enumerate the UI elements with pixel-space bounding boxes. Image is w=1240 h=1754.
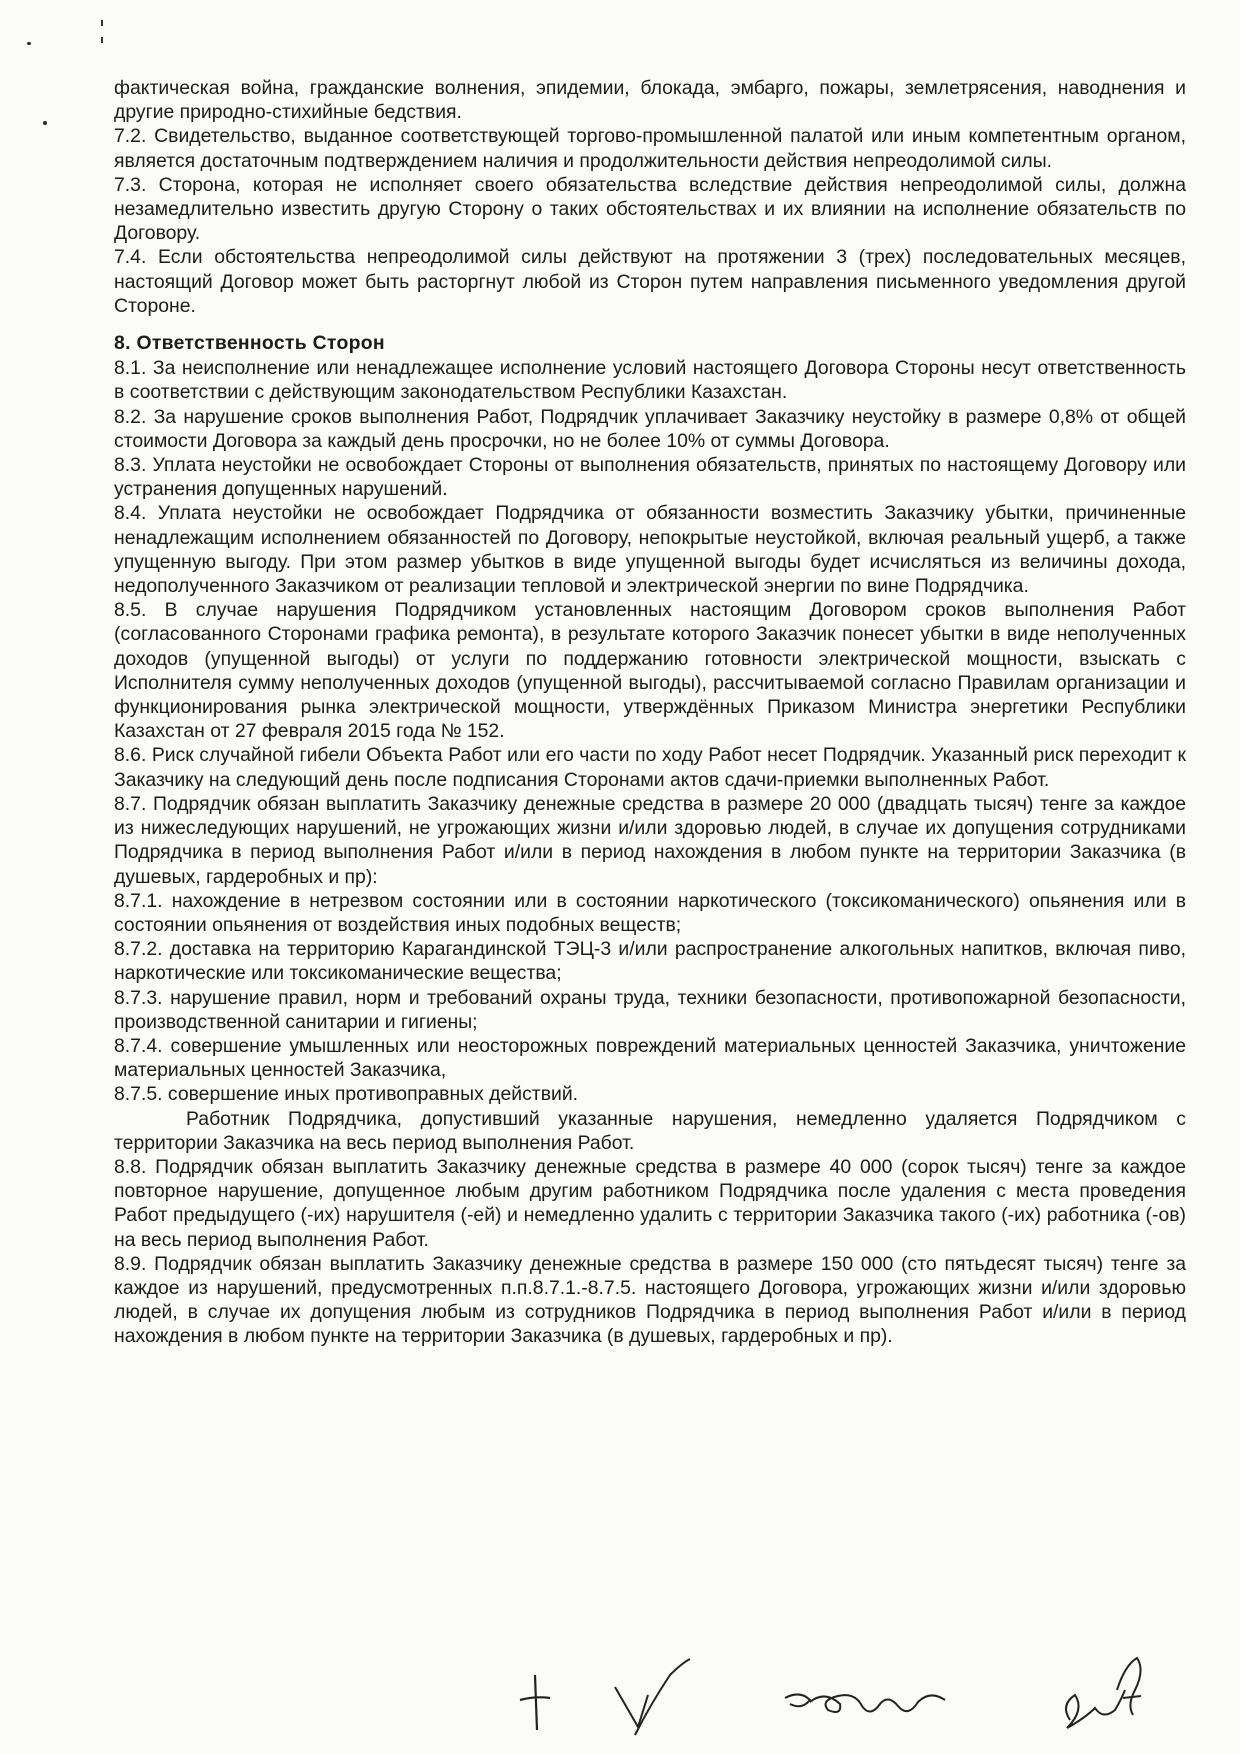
clause-8-9: 8.9. Подрядчик обязан выплатить Заказчику денежные средства в размере 150 000 (сто пятьдесят тысяч) тенге за каждое из нарушений, предусмотренных п.п.8.7.1.-8.7.5. настоящего Договора, угрожающих жизни и/или здоровью людей, в случае их допущения любым из сотрудников Подрядчика в период выполнения Работ и/или в период нахождения в любом пункте на территории Заказчика (в душевых, гардеробных и пр). [114, 1252, 1186, 1348]
clause-8-7-3: 8.7.3. нарушение правил, норм и требований охраны труда, техники безопасности, противопожарной безопасности, производственной санитарии и гигиены; [114, 986, 1186, 1033]
clause-8-5: 8.5. В случае нарушения Подрядчиком установленных настоящим Договором сроков выполнения Работ (согласованного Сторонами графика ремонта), в результате которого Заказчик понесет убытки в виде неполученных доходов (упущенной выгоды) от услуги по поддержанию готовности электрической мощности, взыскать с Исполнителя сумму неполученных доходов (упущенной выгоды), рассчитываемой согласно Правилам организации и функционирования рынка электрической мощности, утверждённых Приказом Министра энергетики Республики Казахстан от 27 февраля 2015 года № 152. [114, 599, 1186, 743]
initial-mark-2 [610, 1655, 700, 1745]
paragraph-force-majeure-list: фактическая война, гражданские волнения, эпидемии, блокада, эмбарго, пожары, землетрясения, наводнения и другие природно-стихийные бедствия. [114, 77, 1186, 124]
clause-8-8: 8.8. Подрядчик обязан выплатить Заказчику денежные средства в размере 40 000 (сорок тысяч) тенге за каждое повторное нарушение, допущенное любым другим работником Подрядчика после удаления с места проведения Работ предыдущего (-их) нарушителя (-ей) и немедленно удалить с территории Заказчика такого (-их) работника (-ов) на весь период выполнения Работ. [114, 1155, 1186, 1251]
clause-7-2: 7.2. Свидетельство, выданное соответствующей торгово-промышленной палатой или иным компетентным органом, является достаточным подтверждением наличия и продолжительности действия непреодолимой силы. [114, 125, 1186, 172]
clause-7-3: 7.3. Сторона, которая не исполняет своего обязательства вследствие действия непреодолимой силы, должна незамедлительно известить другую Сторону о таких обстоятельствах и их влиянии на исполнение обязательств по Договору. [114, 173, 1186, 245]
signature-scribble [780, 1680, 950, 1730]
clause-8-7-2: 8.7.2. доставка на территорию Карагандинской ТЭЦ-3 и/или распространение алкогольных напитков, включая пиво, наркотические или токсикоманические вещества; [114, 938, 1186, 985]
clause-8-7-4: 8.7.4. совершение умышленных или неосторожных повреждений материальных ценностей Заказчика, уничтожение материальных ценностей Заказчика, [114, 1034, 1186, 1082]
clause-7-4: 7.4. Если обстоятельства непреодолимой силы действуют на протяжении 3 (трех) последовательных месяцев, настоящий Договор может быть расторгнут любой из Сторон путем направления письменного уведомления другой Стороне. [114, 246, 1186, 317]
signature-row [0, 1650, 1240, 1754]
scan-mark [101, 20, 103, 26]
signature-scrawl [1055, 1650, 1150, 1740]
scan-mark [101, 37, 103, 43]
scan-speck [43, 121, 47, 125]
clause-8-3: 8.3. Уплата неустойки не освобождает Стороны от выполнения обязательств, принятых по настоящему Договору или устранения допущенных нарушений. [114, 454, 1186, 501]
clause-8-7: 8.7. Подрядчик обязан выплатить Заказчику денежные средства в размере 20 000 (двадцать тысяч) тенге за каждое из нижеследующих нарушений, не угрожающих жизни и/или здоровью людей, в случае их допущения сотрудниками Подрядчика в период выполнения Работ и/или в период нахождения в любом пункте на территории Заказчика (в душевых, гардеробных и пр): [114, 792, 1186, 888]
document-body [114, 76, 1186, 1349]
scan-speck [27, 42, 31, 45]
initial-mark-1 [515, 1670, 555, 1740]
clause-8-7-1: 8.7.1. нахождение в нетрезвом состоянии или в состоянии наркотического (токсикоманического) опьянения или в состоянии опьянения от воздействия иных подобных веществ; [114, 889, 1186, 936]
section-8-heading: 8. Ответственность Сторон [114, 332, 385, 355]
clause-8-6: 8.6. Риск случайной гибели Объекта Работ или его части по ходу Работ несет Подрядчик. Указанный риск переходит к Заказчику на следующий день после подписания Сторонами актов сдачи-приемки выполненных Работ. [114, 744, 1186, 791]
clause-8-1: 8.1. За неисполнение или ненадлежащее исполнение условий настоящего Договора Стороны несут ответственность в соответствии с действующим законодательством Республики Казахстан. [114, 357, 1186, 404]
clause-8-2: 8.2. За нарушение сроков выполнения Работ, Подрядчик уплачивает Заказчику неустойку в размере 0,8% от общей стоимости Договора за каждый день просрочки, но не более 10% от суммы Договора. [114, 405, 1186, 452]
clause-8-7-5: 8.7.5. совершение иных противоправных действий. [114, 1083, 579, 1106]
paragraph-worker-removal: Работник Подрядчика, допустивший указанные нарушения, немедленно удаляется Подрядчиком с территории Заказчика на весь период выполнения Работ. [114, 1107, 1186, 1154]
clause-8-4: 8.4. Уплата неустойки не освобождает Подрядчика от обязанности возместить Заказчику убытки, причиненные ненадлежащим исполнением обязанностей по Договору, непокрытые неустойкой, включая реальный ущерб, а также упущенную выгоду. При этом размер убытков в виде упущенной выгоды будет исчисляться из величины дохода, недополученного Заказчиком от реализации тепловой и электрической энергии по вине Подрядчика. [114, 502, 1186, 598]
